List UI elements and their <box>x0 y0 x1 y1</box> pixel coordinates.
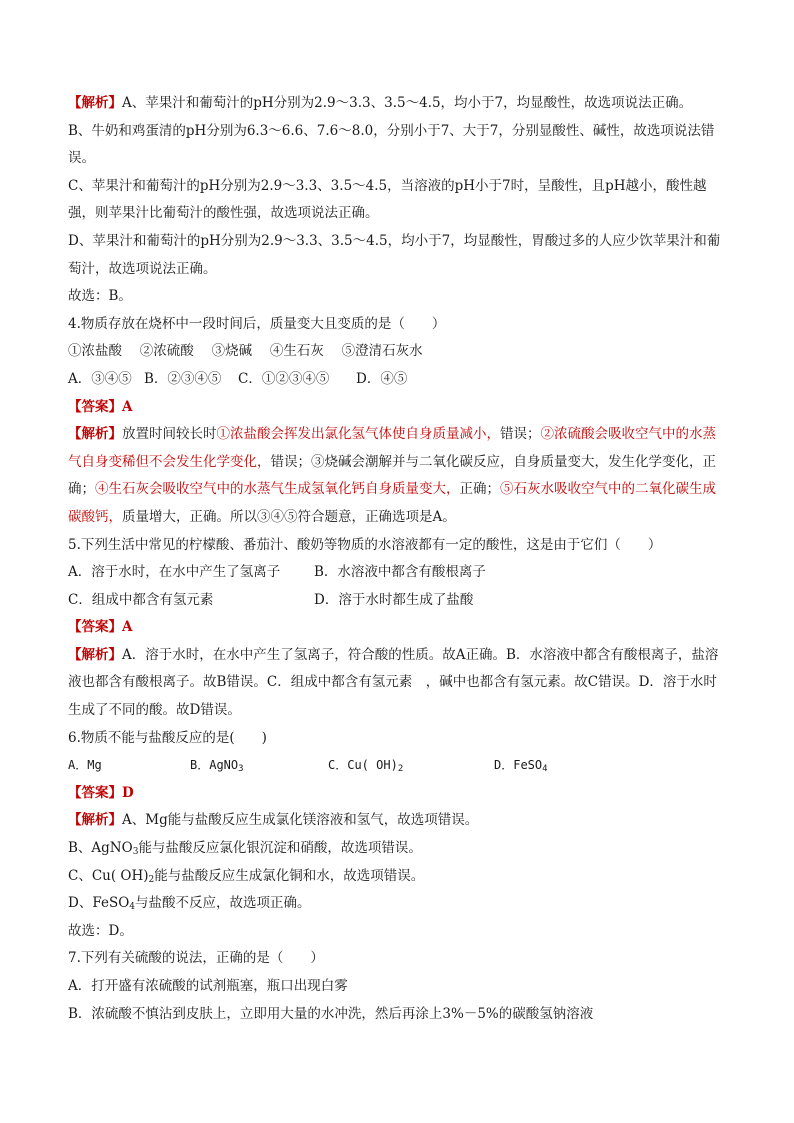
q3-analysis-c: C、苹果汁和葡萄汁的pH分别为2.9～3.3、3.5～4.5，当溶液的pH小于7时，呈酸性，且pH越小，酸性越强，则苹果汁比葡萄汁的酸性强，故选项说法正确。 <box>68 177 707 222</box>
q5-options-row1 <box>68 559 728 587</box>
q4-analysis-segment: ②浓硫酸会吸收空气中的水蒸气自身变稀但不会发生化学变化， <box>68 426 716 470</box>
q7-option-b: B．浓硫酸不慎沾到皮肤上，立即用大量的水冲洗，然后再涂上3%－5%的碳酸氢钠溶液 <box>68 1005 594 1022</box>
q6-option-a: A．Mg <box>68 758 102 773</box>
q6-options <box>68 752 728 780</box>
q6-choice: 故选：D。 <box>68 922 133 939</box>
q5-answer: 【答案】A <box>68 619 133 636</box>
q6-option-b: B．AgNO$_3$ <box>190 758 244 775</box>
q5-analysis: 【解析】A．溶于水时，在水中产生了氢离子，符合酸的性质。故A正确。B．水溶液中都含有酸根离子，盐溶液也都含有酸根离子。故B错误。C．组成中都含有氢元素 ，碱中也都含有氢元素。故C错误。D．溶于水时生成了不同的酸。故D错误。 <box>68 646 719 719</box>
q6-analysis-a: 【解析】A、Mg能与盐酸反应生成氯化镁溶液和氢气，故选项错误。 <box>68 812 479 829</box>
q6-analysis-d: D、FeSO$_4$与盐酸不反应，故选项正确。 <box>68 895 311 913</box>
q5-options-row2 <box>68 587 728 615</box>
q4-answer: 【答案】A <box>68 398 133 415</box>
q3-analysis-d: D、苹果汁和葡萄汁的pH分别为2.9～3.3、3.5～4.5，均小于7，均显酸性，胃酸过多的人应少饮苹果汁和葡萄汁，故选项说法正确。 <box>68 232 721 277</box>
q5-option-a: A．溶于水时，在水中产生了氢离子 <box>68 564 281 581</box>
q3-analysis-b: B、牛奶和鸡蛋清的pH分别为6.3～6.6、7.6～8.0，分别小于7、大于7，分别显酸性、碱性，故选项说法错误。 <box>68 122 715 167</box>
q7-stem: 7.下列有关硫酸的说法，正确的是（ ） <box>68 950 324 967</box>
q4-items: ①浓盐酸 ②浓硫酸 ③烧碱 ④生石灰 ⑤澄清石灰水 <box>68 343 423 360</box>
q4-analysis: 【解析】放置时间较长时①浓盐酸会挥发出氯化氢气体使自身质量减小，错误；②浓硫酸会吸收空气中的水蒸气自身变稀但不会发生化学变化，错误；③烧碱会潮解并与二氧化碳反应，自身质量变大，发生化学变化，正确；④生石灰会吸收空气中的水蒸气生成氢氧化钙自身质量变大，正确；⑤石灰水吸收空气中的二氧化碳生成碳酸钙，质量增大，正确。所以③④⑤符合题意，正确选项是A。 <box>68 426 716 525</box>
document-body <box>68 90 728 1028</box>
q4-analysis-segment: 质量增大，正确。所以③④⑤符合题意，正确选项是A。 <box>122 508 456 525</box>
q6-option-d: D．FeSO$_4$ <box>494 758 548 775</box>
q4-option-d: D．④⑤ <box>356 370 408 387</box>
q4-analysis-segment: 正确； <box>459 481 500 498</box>
q5-option-c: C．组成中都含有氢元素 <box>68 591 214 608</box>
q4-analysis-segment: 放置时间较长时 <box>122 426 217 443</box>
q6-analysis-b: B、AgNO$_3$能与盐酸反应氯化银沉淀和硝酸，故选项错误。 <box>68 840 422 858</box>
q4-stem: 4.物质存放在烧杯中一段时间后，质量变大且变质的是（ ） <box>68 315 446 332</box>
q4-analysis-segment: ⑤石灰水吸收空气中的二氧化碳生成碳酸钙， <box>68 481 716 525</box>
q3-choice: 故选：B。 <box>68 288 132 305</box>
q4-option-c: C．①②③④⑤ <box>238 370 330 387</box>
q5-stem: 5.下列生活中常见的柠檬酸、番茄汁、酸奶等物质的水溶液都有一定的酸性，这是由于它们（ ） <box>68 536 662 553</box>
q4-analysis-segment: ④生石灰会吸收空气中的水蒸气生成氢氧化钙自身质量变大， <box>95 481 460 498</box>
q4-analysis-segment: ①浓盐酸会挥发出氯化氢气体使自身质量减小， <box>216 426 500 443</box>
q6-analysis-c: C、Cu( $OH)_2$能与盐酸反应生成氯化铜和水，故选项错误。 <box>68 867 425 885</box>
q5-option-d: D．溶于水时都生成了盐酸 <box>314 591 474 608</box>
analysis-tag: 【解析】 <box>68 95 122 111</box>
q4-options <box>68 366 728 394</box>
q6-answer: 【答案】D <box>68 784 134 801</box>
q4-option-a: A．③④⑤ <box>68 370 132 387</box>
q5-option-b: B．水溶液中都含有酸根离子 <box>314 564 486 581</box>
q6-option-c: C．Cu( $OH)_2$ <box>328 758 404 775</box>
q4-option-b: B．②③④⑤ <box>144 370 222 387</box>
q3-analysis-a: 【解析】A、苹果汁和葡萄汁的pH分别为2.9～3.3、3.5～4.5，均小于7，均显酸性，故选项说法正确。 <box>68 95 693 111</box>
q4-analysis-segment: 错误；③烧碱会潮解并与二氧化碳反应，自身质量变大，发生化学变化，正确； <box>68 453 716 498</box>
q6-stem: 6.物质不能与盐酸反应的是( ) <box>68 729 267 746</box>
q7-option-a: A．打开盛有浓硫酸的试剂瓶塞，瓶口出现白雾 <box>68 978 348 994</box>
q4-analysis-segment: 错误； <box>500 426 541 443</box>
